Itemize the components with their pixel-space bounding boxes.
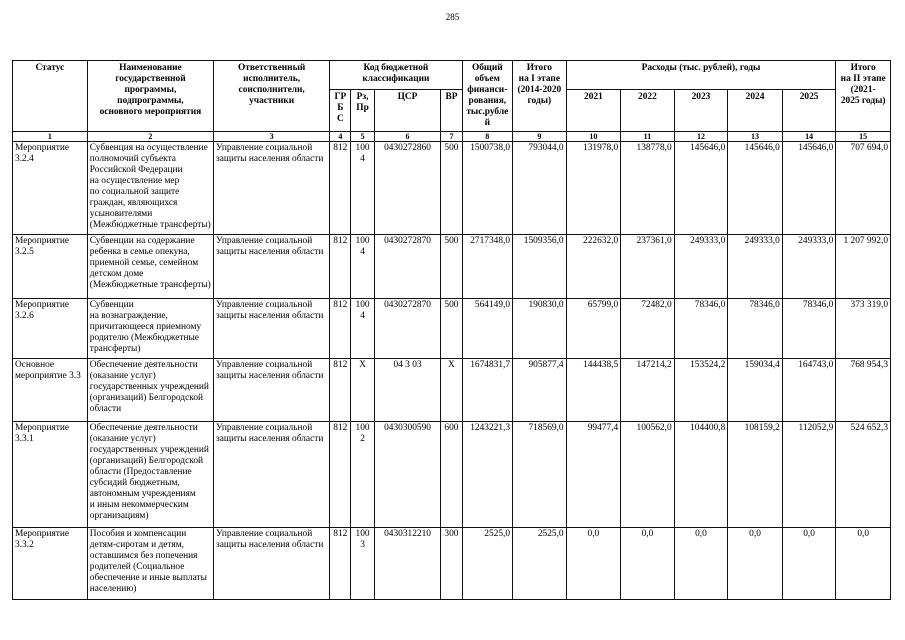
cell-2025: 249333,0	[782, 235, 836, 299]
cell-2022: 72482,0	[621, 299, 675, 359]
cell-grbs: 812	[330, 235, 351, 299]
header-year-2021: 2021	[566, 90, 621, 132]
cell-responsible: Управление социальной защиты населения области	[214, 235, 330, 299]
cell-2023: 153524,2	[674, 359, 728, 422]
cell-csr: 04 3 03	[374, 359, 441, 422]
cell-csr: 0430272870	[374, 235, 441, 299]
cell-2024: 78346,0	[728, 299, 783, 359]
cell-2023: 249333,0	[674, 235, 728, 299]
column-number: 1	[13, 132, 88, 142]
cell-vr: 500	[441, 142, 462, 235]
header-expenses: Расходы (тыс. рублей), годы	[566, 61, 836, 90]
cell-rzpr: 1004	[351, 299, 374, 359]
cell-rzpr: 1004	[351, 235, 374, 299]
cell-2025: 112052,9	[782, 422, 836, 528]
cell-total: 2717348,0	[462, 235, 513, 299]
cell-2022: 237361,0	[621, 235, 675, 299]
cell-vr: 300	[441, 528, 462, 600]
column-number: 15	[836, 132, 891, 142]
cell-2024: 0,0	[728, 528, 783, 600]
header-vr: ВР	[441, 90, 462, 132]
cell-2021: 65799,0	[566, 299, 621, 359]
column-number: 2	[87, 132, 213, 142]
header-rzpr: Рз, Пр	[351, 90, 374, 132]
cell-name: Обеспечение деятельности (оказание услуг) государственных учреждений (организаций) Белгородской области	[87, 359, 213, 422]
header-year-2023: 2023	[674, 90, 728, 132]
cell-rzpr: 1003	[351, 528, 374, 600]
cell-2021: 0,0	[566, 528, 621, 600]
column-number: 13	[728, 132, 783, 142]
cell-grbs: 812	[330, 422, 351, 528]
cell-rzpr: 1002	[351, 422, 374, 528]
cell-vr: 600	[441, 422, 462, 528]
cell-status: Мероприятие 3.2.6	[13, 299, 88, 359]
cell-2023: 0,0	[674, 528, 728, 600]
column-number-row	[13, 132, 891, 142]
header-responsible: Ответственный исполнитель, соисполнители, участники	[214, 61, 330, 132]
cell-stage1: 1509356,0	[513, 235, 567, 299]
cell-name: Субвенции на вознаграждение, причитающееся приемному родителю (Межбюджетные трансферты)	[87, 299, 213, 359]
cell-csr: 0430300590	[374, 422, 441, 528]
cell-responsible: Управление социальной защиты населения области	[214, 422, 330, 528]
cell-total: 1500738,0	[462, 142, 513, 235]
column-number: 10	[566, 132, 621, 142]
header-grbs: ГРБ С	[330, 90, 351, 132]
cell-csr: 0430312210	[374, 528, 441, 600]
cell-2022: 0,0	[621, 528, 675, 600]
cell-2021: 144438,5	[566, 359, 621, 422]
cell-responsible: Управление социальной защиты населения области	[214, 299, 330, 359]
header-stage2-total: Итого на II этапе (2021- 2025 годы)	[836, 61, 891, 132]
cell-name: Обеспечение деятельности (оказание услуг) государственных учреждений (организаций) Белгородской области (Предоставление субсидий бюджетным, автономным учреждениям и иным некоммерческим организациям)	[87, 422, 213, 528]
column-number: 7	[441, 132, 462, 142]
header-year-2024: 2024	[728, 90, 783, 132]
cell-2025: 145646,0	[782, 142, 836, 235]
column-number: 8	[462, 132, 513, 142]
cell-rzpr: X	[351, 359, 374, 422]
header-status: Статус	[13, 61, 88, 132]
header-total-funding: Общий объем финанси- рования, тыс.рублей	[462, 61, 513, 132]
column-number: 6	[374, 132, 441, 142]
cell-status: Мероприятие 3.3.1	[13, 422, 88, 528]
table-row	[13, 299, 891, 359]
cell-stage2: 524 652,3	[836, 422, 891, 528]
header-budget-code: Код бюджетной классификации	[330, 61, 462, 90]
column-number: 12	[674, 132, 728, 142]
cell-stage1: 905877,4	[513, 359, 567, 422]
header-year-2022: 2022	[621, 90, 675, 132]
cell-csr: 0430272860	[374, 142, 441, 235]
column-number: 4	[330, 132, 351, 142]
cell-status: Мероприятие 3.2.4	[13, 142, 88, 235]
cell-status: Мероприятие 3.3.2	[13, 528, 88, 600]
cell-stage1: 718569,0	[513, 422, 567, 528]
cell-2024: 108159,2	[728, 422, 783, 528]
cell-status: Мероприятие 3.2.5	[13, 235, 88, 299]
cell-total: 1243221,3	[462, 422, 513, 528]
column-number: 11	[621, 132, 675, 142]
cell-2023: 145646,0	[674, 142, 728, 235]
cell-csr: 0430272870	[374, 299, 441, 359]
header-stage1-total: Итого на I этапе (2014-2020 годы)	[513, 61, 567, 132]
cell-total: 564149,0	[462, 299, 513, 359]
cell-2024: 159034,4	[728, 359, 783, 422]
cell-stage1: 793044,0	[513, 142, 567, 235]
cell-grbs: 812	[330, 359, 351, 422]
table-row	[13, 235, 891, 299]
cell-vr: 500	[441, 299, 462, 359]
cell-2022: 147214,2	[621, 359, 675, 422]
cell-2023: 104400,8	[674, 422, 728, 528]
cell-name: Субвенция на осуществление полномочий субъекта Российской Федерации на осуществление мер по социальной защите граждан, являющихся усыновителями (Межбюджетные трансферты)	[87, 142, 213, 235]
cell-2025: 0,0	[782, 528, 836, 600]
cell-stage2: 373 319,0	[836, 299, 891, 359]
cell-responsible: Управление социальной защиты населения области	[214, 528, 330, 600]
cell-2023: 78346,0	[674, 299, 728, 359]
cell-2021: 222632,0	[566, 235, 621, 299]
column-number: 5	[351, 132, 374, 142]
cell-total: 1674831,7	[462, 359, 513, 422]
cell-2024: 145646,0	[728, 142, 783, 235]
cell-grbs: 812	[330, 142, 351, 235]
cell-stage2: 768 954,3	[836, 359, 891, 422]
cell-2022: 138778,0	[621, 142, 675, 235]
header-row	[13, 61, 891, 90]
table-row	[13, 142, 891, 235]
cell-rzpr: 1004	[351, 142, 374, 235]
cell-2025: 164743,0	[782, 359, 836, 422]
cell-grbs: 812	[330, 528, 351, 600]
column-number: 9	[513, 132, 567, 142]
cell-stage2: 707 694,0	[836, 142, 891, 235]
cell-stage1: 190830,0	[513, 299, 567, 359]
cell-stage2: 0,0	[836, 528, 891, 600]
cell-stage1: 2525,0	[513, 528, 567, 600]
table-row	[13, 422, 891, 528]
budget-table	[12, 60, 891, 600]
cell-name: Пособия и компенсации детям-сиротам и детям, оставшимся без попечения родителей (Социальное обеспечение и иные выплаты населению)	[87, 528, 213, 600]
cell-vr: 500	[441, 235, 462, 299]
table-row	[13, 528, 891, 600]
cell-responsible: Управление социальной защиты населения области	[214, 142, 330, 235]
cell-2021: 131978,0	[566, 142, 621, 235]
cell-responsible: Управление социальной защиты населения области	[214, 359, 330, 422]
cell-2022: 100562,0	[621, 422, 675, 528]
cell-status: Основное мероприятие 3.3	[13, 359, 88, 422]
cell-vr: X	[441, 359, 462, 422]
header-csr: ЦСР	[374, 90, 441, 132]
cell-2021: 99477,4	[566, 422, 621, 528]
column-number: 3	[214, 132, 330, 142]
column-number: 14	[782, 132, 836, 142]
header-year-2025: 2025	[782, 90, 836, 132]
cell-2025: 78346,0	[782, 299, 836, 359]
cell-total: 2525,0	[462, 528, 513, 600]
page-number: 285	[445, 12, 460, 22]
cell-grbs: 812	[330, 299, 351, 359]
cell-stage2: 1 207 992,0	[836, 235, 891, 299]
table-row	[13, 359, 891, 422]
cell-2024: 249333,0	[728, 235, 783, 299]
cell-name: Субвенции на содержание ребенка в семье опекуна, приемной семье, семейном детском доме (Межбюджетные трансферты)	[87, 235, 213, 299]
header-name: Наименование государственной программы, подпрограммы, основного мероприятия	[87, 61, 213, 132]
